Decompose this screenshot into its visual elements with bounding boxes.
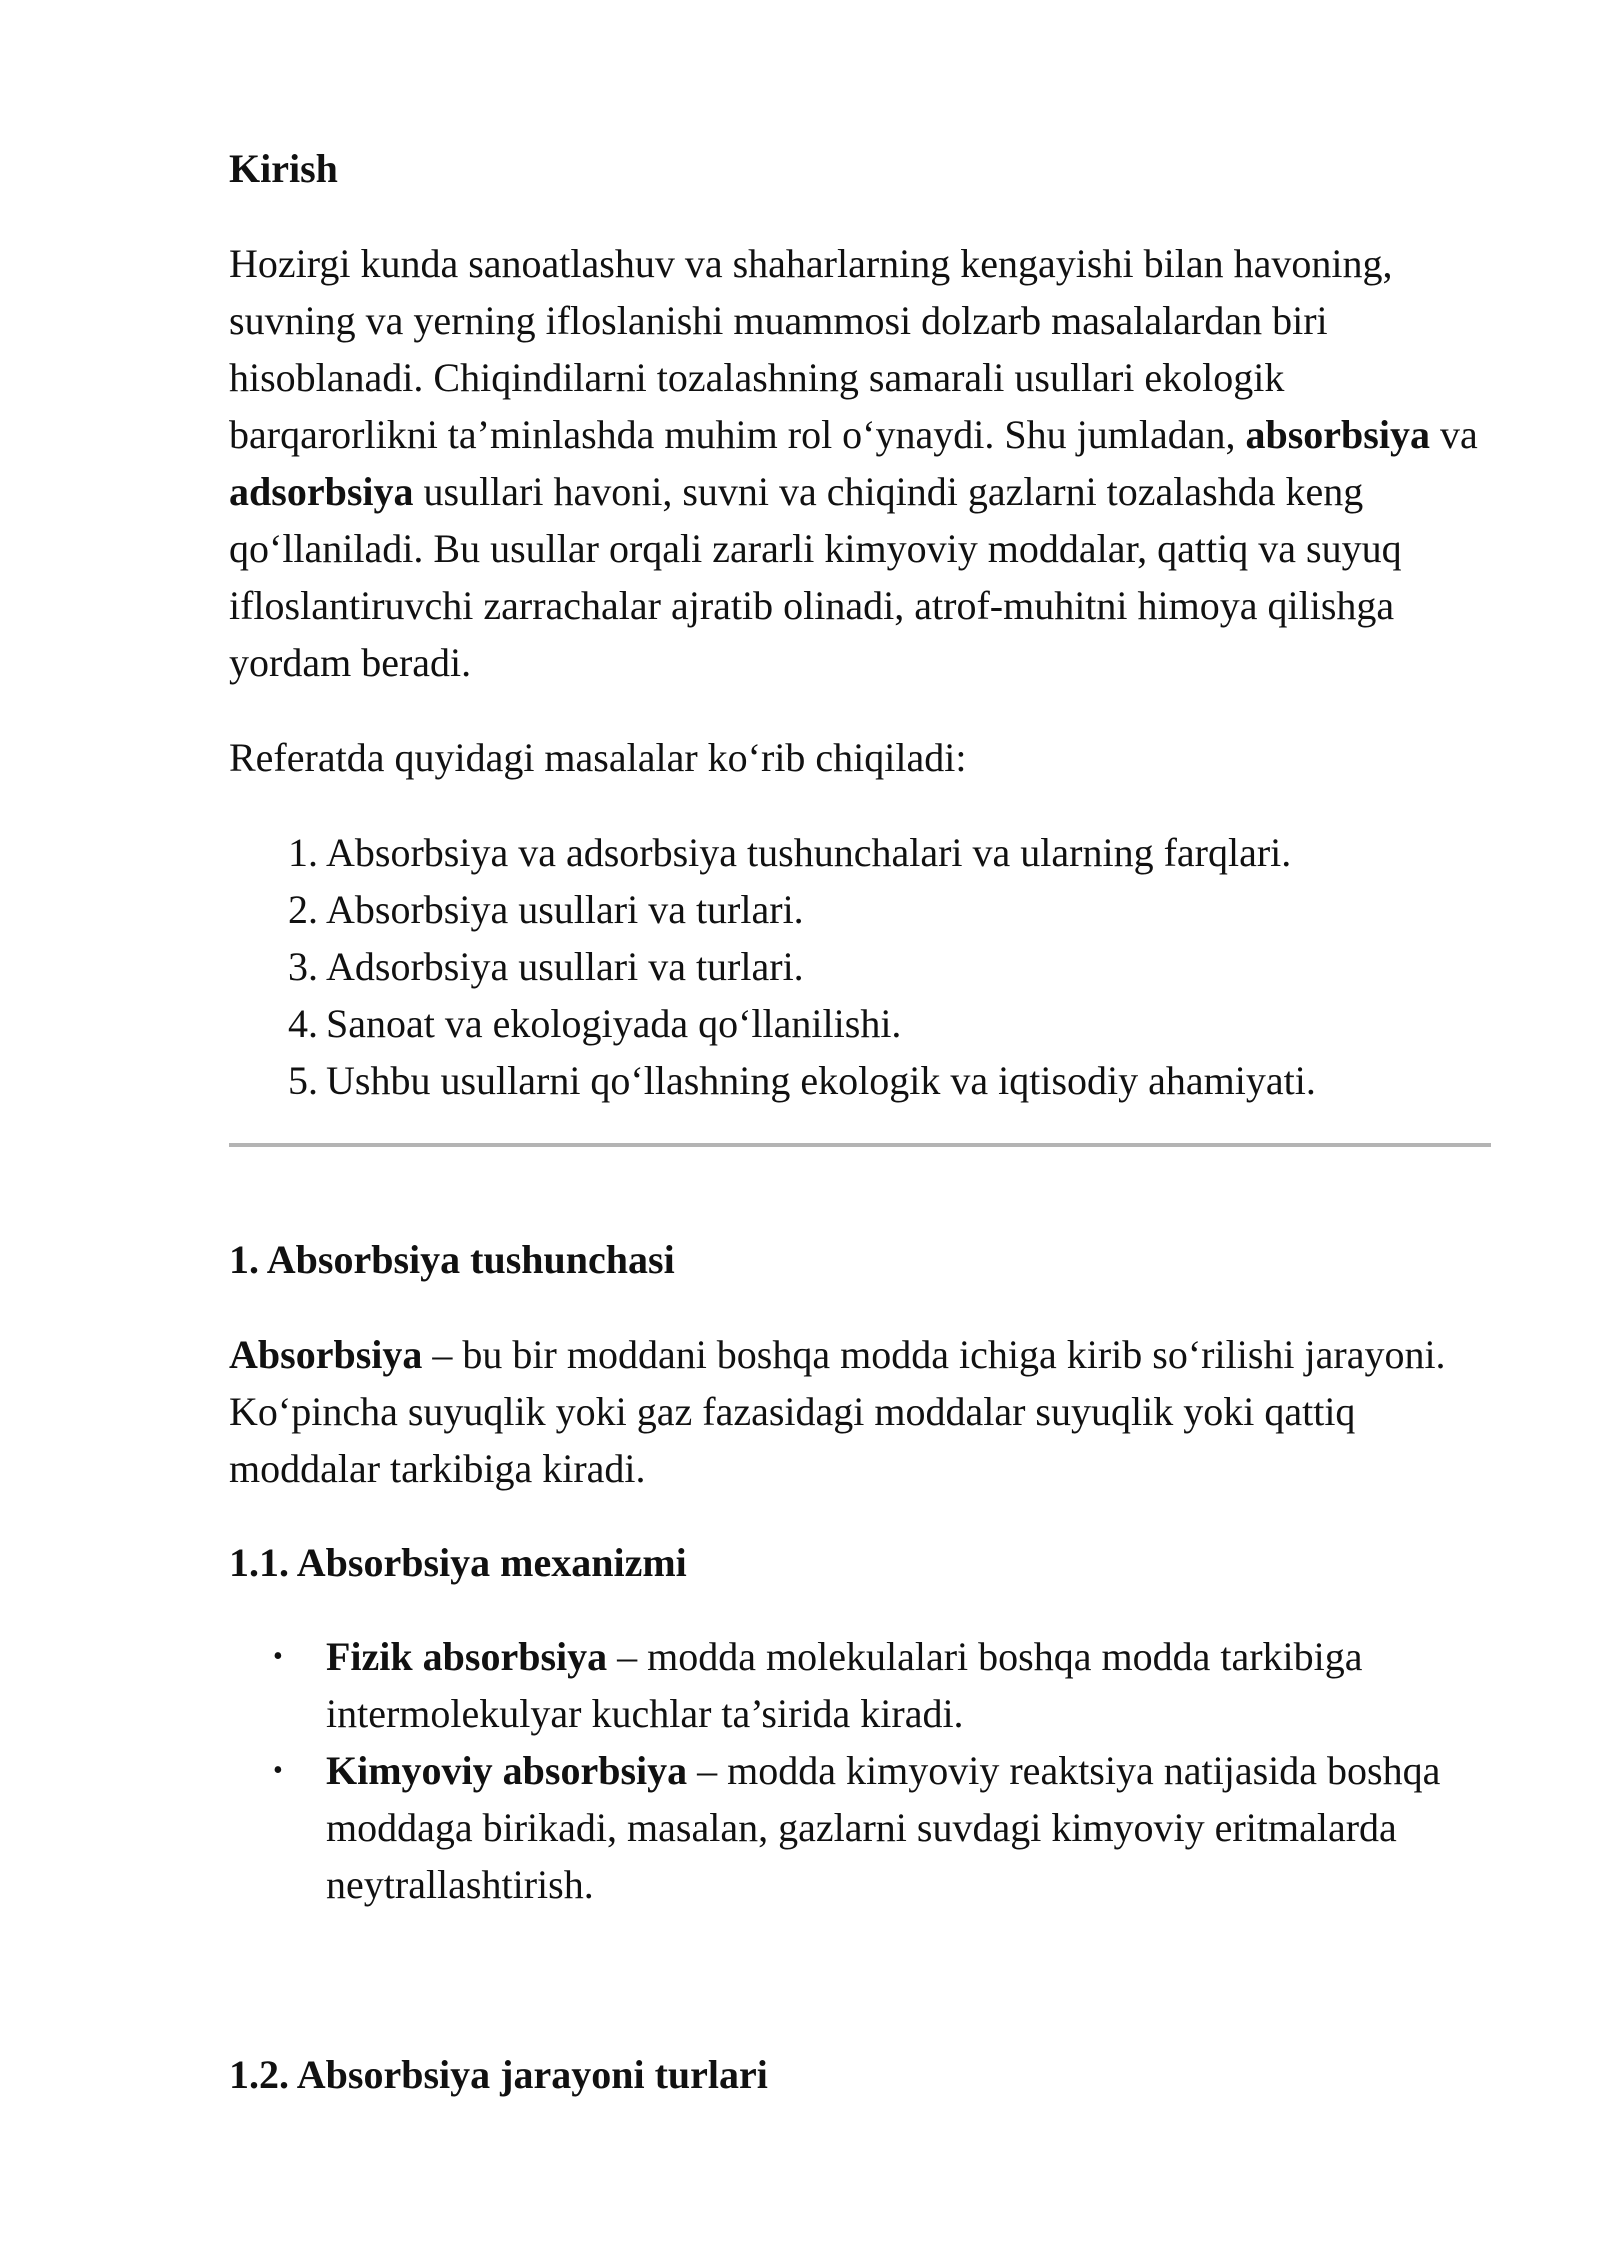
list-item-number: 3. — [288, 944, 318, 989]
list-item-text: Absorbsiya va adsorbsiya tushunchalari va ularning farqlari. — [326, 830, 1292, 875]
bullet-term: Fizik absorbsiya — [326, 1634, 608, 1679]
absorbsiya-definition — [229, 1326, 1491, 1497]
section-divider — [229, 1143, 1491, 1147]
bullet-item — [273, 1742, 1491, 1913]
term-absorbsiya: absorbsiya — [1245, 412, 1430, 457]
list-item — [288, 1052, 1491, 1109]
intro-text-start: Hozirgi kunda sanoatlashuv va shaharlarning kengayishi bilan havoning, suvning va yerning ifloslanishi muammosi dolzarb masalalardan biri hisoblanadi. Chiqindilarni tozalashning samarali usullari ekologik barqarorlikni ta’minlashda muhim rol o‘ynaydi. Shu jumladan, — [229, 241, 1393, 457]
definition-text: – bu bir moddani boshqa modda ichiga kirib so‘rilishi jarayoni. Ko‘pincha suyuqlik yoki gaz fazasidagi moddalar suyuqlik yoki qattiq moddalar tarkibiga kiradi. — [229, 1332, 1446, 1491]
list-item-number: 4. — [288, 1001, 318, 1046]
definition-term: Absorbsiya — [229, 1332, 423, 1377]
subsection-1-2-heading: 1.2. Absorbsiya jarayoni turlari — [229, 2052, 768, 2097]
bullet-icon: • — [273, 1755, 283, 1786]
subsection-1-1-heading: 1.1. Absorbsiya mexanizmi — [229, 1540, 687, 1585]
list-item-number: 1. — [288, 830, 318, 875]
mechanism-list — [229, 1628, 1491, 1913]
list-item-number: 5. — [288, 1058, 318, 1103]
term-adsorbsiya: adsorbsiya — [229, 469, 414, 514]
list-item — [288, 881, 1491, 938]
list-item-text: Ushbu usullarni qo‘llashning ekologik va iqtisodiy ahamiyati. — [326, 1058, 1316, 1103]
list-item — [288, 995, 1491, 1052]
intro-text-end: usullari havoni, suvni va chiqindi gazlarni tozalashda keng qo‘llaniladi. Bu usullar orqali zararli kimyoviy moddalar, qattiq va suyuq ifloslantiruvchi zarrachalar ajratib olinadi, atrof-muhitni himoya qilishga yordam beradi. — [229, 469, 1402, 685]
bullet-term: Kimyoviy absorbsiya — [326, 1748, 688, 1793]
bullet-text: – modda kimyoviy reaktsiya natijasida boshqa moddaga birikadi, masalan, gazlarni suvdagi kimyoviy eritmalarda neytrallashtirish. — [326, 1748, 1441, 1907]
intro-text-conj: va — [1429, 412, 1478, 457]
list-item-number: 2. — [288, 887, 318, 932]
list-item-text: Absorbsiya usullari va turlari. — [326, 887, 804, 932]
bullet-icon: • — [273, 1641, 283, 1672]
section1-heading: 1. Absorbsiya tushunchasi — [229, 1237, 675, 1282]
list-item — [288, 938, 1491, 995]
intro-heading: Kirish — [229, 146, 338, 191]
list-item — [288, 824, 1491, 881]
list-item-text: Sanoat va ekologiyada qo‘llanilishi. — [326, 1001, 902, 1046]
topics-list — [229, 824, 1491, 1109]
list-item-text: Adsorbsiya usullari va turlari. — [326, 944, 804, 989]
intro-paragraph — [229, 235, 1491, 691]
document-page — [229, 140, 1491, 2103]
topics-intro: Referatda quyidagi masalalar ko‘rib chiqiladi: — [229, 735, 967, 780]
bullet-item — [273, 1628, 1491, 1742]
bullet-text: – modda molekulalari boshqa modda tarkibiga intermolekulyar kuchlar ta’sirida kiradi. — [326, 1634, 1363, 1736]
